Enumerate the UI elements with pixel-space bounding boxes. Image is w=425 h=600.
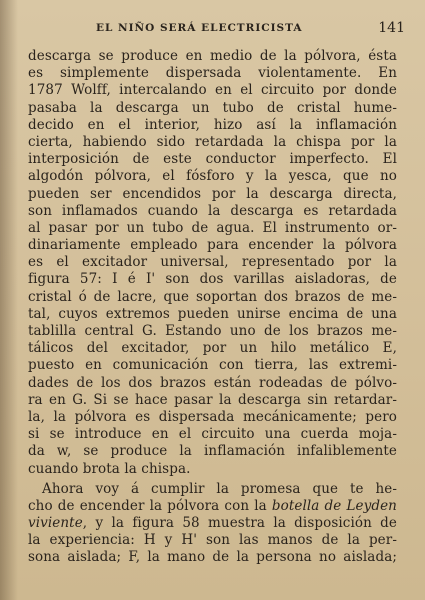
text-line: descarga se produce en medio de la pólvora, ésta [28, 48, 397, 64]
text-line: cristal ó de lacre, que soportan dos brazos de me- [28, 288, 397, 305]
page-shadow [0, 0, 18, 600]
text-line: Ahora voy á cumplir la promesa que te he- [42, 480, 397, 497]
text-line: interposición de este conductor imperfecto. El [28, 151, 397, 168]
text-line: la experiencia: H y H' son las manos de la per- [28, 532, 397, 549]
text-line: tablilla central G. Estando uno de los brazos me- [28, 323, 397, 339]
text-line: figura 57: I é I' son dos varillas aisladoras, de [28, 271, 397, 288]
text-line: sona aislada; F, la mano de la persona no aislada; [28, 549, 397, 566]
text-line: decido en el interior, hizo así la inflamación [28, 116, 397, 133]
text-line: algodón pólvora, el fósforo y la yesca, que no [28, 168, 397, 185]
text-line-mixed [28, 515, 397, 532]
text-line: ra en G. Si se hace pasar la descarga sin retardar- [28, 391, 397, 408]
italic-phrase: botella de Leyden [271, 497, 397, 514]
text-line: cierta, habiendo sido retardada la chispa por la [28, 133, 397, 150]
text-line-mixed [28, 498, 397, 515]
page-header [96, 20, 405, 38]
text-line: dades de los dos brazos están rodeadas de pólvo- [28, 374, 397, 391]
text-line: al pasar por un tubo de agua. El instrumento or- [28, 219, 397, 236]
text-line: tálicos del excitador, por un hilo metálico E, [28, 340, 397, 357]
text-line: pasaba la descarga un tubo de cristal hume- [28, 99, 397, 116]
text-line: tal, cuyos extremos pueden unirse encima de una [28, 305, 397, 322]
text-line-last: cuando brota la chispa. [28, 460, 191, 477]
text-segment: , y la figura 58 muestra la disposición de [82, 515, 397, 532]
body-text [28, 48, 397, 567]
text-line: la, la pólvora es dispersada mecánicamente; pero [28, 408, 397, 425]
text-line: dinariamente empleado para encender la pólvora [28, 237, 397, 254]
text-line: si se introduce en el circuito una cuerda moja- [28, 426, 397, 443]
text-line: da w, se produce la inflamación infaliblemente [28, 443, 397, 460]
text-line: es simplemente dispersada violentamente. En [28, 65, 397, 82]
text-line: puesto en comunicación con tierra, las extremi- [28, 357, 397, 374]
italic-phrase: viviente [28, 515, 83, 532]
text-line: pueden ser encendidos por la descarga directa, [28, 185, 397, 202]
page-number: 141 [378, 20, 405, 36]
text-line: 1787 Wolff, intercalando en el circuito por donde [28, 82, 397, 99]
running-title: EL NIÑO SERÁ ELECTRICISTA [96, 22, 303, 34]
text-segment: cho de encender la pólvora con la [28, 497, 272, 514]
text-line: son inflamados cuando la descarga es retardada [28, 202, 397, 219]
text-line: es el excitador universal, representado por la [28, 254, 397, 271]
